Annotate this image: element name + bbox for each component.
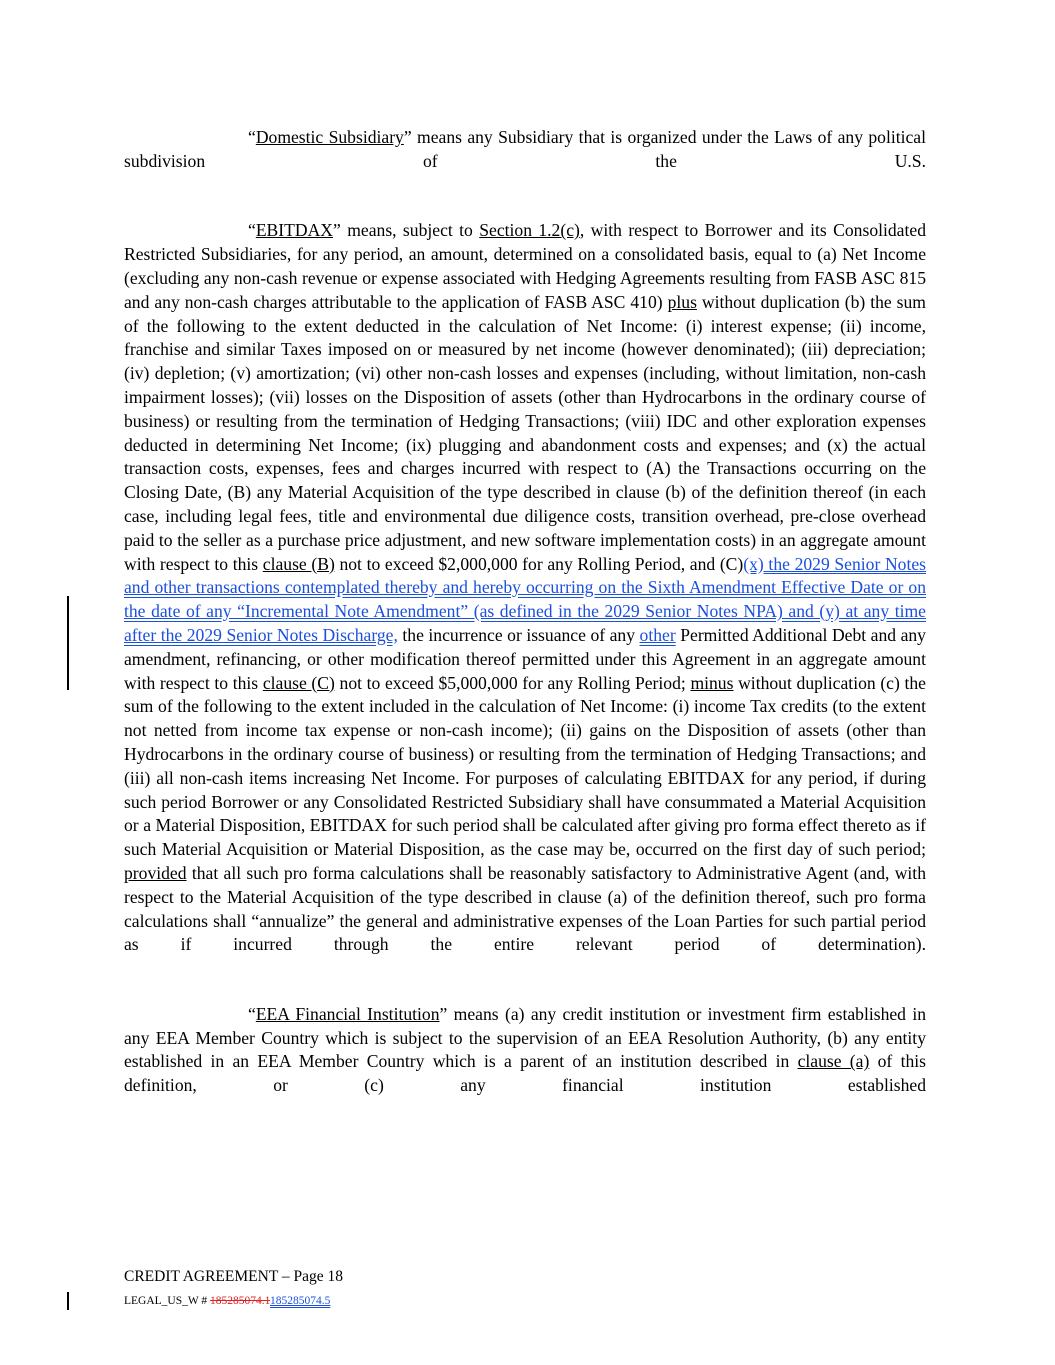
defined-term: EEA Financial Institution	[255, 1003, 440, 1024]
definition-domestic-subsidiary	[124, 126, 926, 197]
inserted-text: (x) the 2029 Senior Notes and other transactions contemplated thereby and hereby occurring on the Sixth Amendment Effective Date or on the date of any “Incremental Note Amendment” (as defined in the 2029 Senior Notes NPA) and (y) at any time after the 2029 Senior Notes Discharge,	[124, 553, 927, 645]
change-bar	[67, 1292, 69, 1310]
document-id	[124, 1293, 343, 1309]
definition-text: without duplication (c) the sum of the following to the extent included in the calculation of Net Income: (i) income Tax credits (to the extent not netted from income tax expense or non-cash income); (ii) gains on the Disposition of assets (other than Hydrocarbons in the ordinary course of business) or resulting from the termination of Hedging Transactions; and (iii) all non-cash items increasing Net Income. For purposes of calculating EBITDAX for any period, if during such period Borrower or any Consolidated Restricted Subsidiary shall have consummated a Material Acquisition or a Material Disposition, EBITDAX for such period shall be calculated after giving pro forma effect thereto as if such Material Acquisition or Material Disposition, as the case may be, occurred on the first day of such period;	[124, 672, 926, 860]
minus-term: minus	[690, 672, 734, 693]
footer-title: CREDIT AGREEMENT – Page 18	[124, 1268, 344, 1285]
clause-c-reference: clause (C)	[262, 672, 335, 693]
definition-ebitdax	[124, 219, 926, 981]
definition-text: that all such pro forma calculations shall be reasonably satisfactory to Administrative Agent (and, with respect to the Material Acquisition of the type described in clause (a) of the definition thereof, such pro forma calculations shall “annualize” the general and administrative expenses of the Loan Parties for such partial period as if incurred through the entire relevant period of determination).	[124, 862, 926, 955]
inserted-doc-id: 185285074.5	[269, 1295, 331, 1307]
plus-term: plus	[667, 291, 697, 312]
defined-term: Domestic Subsidiary	[255, 127, 404, 147]
clause-b-reference: clause (B)	[262, 553, 335, 574]
definition-text: ” means any Subsidiary that is organized under the Laws of any political subdivision of the U.S.	[124, 127, 927, 171]
page-footer	[124, 1267, 343, 1309]
clause-a-reference: clause (a)	[797, 1051, 870, 1072]
definition-text: , with respect to Borrower and its Consolidated Restricted Subsidiaries, for any period, an amount, determined on a consolidated basis, equal to (a) Net Income (excluding any non-cash revenue or expense associated with Hedging Agreements resulting from FASB ASC 815 and any non-cash charges attributable to the application of FASB ASC 410)	[124, 220, 926, 312]
definition-text: without duplication (b) the sum of the following to the extent deducted in the calculation of Net Income: (i) interest expense; (ii) income, franchise and similar Taxes imposed on or measured by net income (however denominated); (iii) depreciation; (iv) depletion; (v) amortization; (vi) other non-cash losses and expenses (including, without limitation, non-cash impairment losses); (vii) losses on the Disposition of assets (other than Hydrocarbons in the ordinary course of business) or resulting from the termination of Hedging Transactions; (viii) IDC and other exploration expenses deducted in determining Net Income; (ix) plugging and abandonment costs and expenses; and (x) the actual transaction costs, expenses, fees and charges incurred with respect to (A) the Transactions occurring on the Closing Date, (B) any Material Acquisition of the type described in clause (b) of the definition thereof (in each case, including legal fees, title and environmental due diligence costs, transition overhead, pre-close overhead paid to the seller as a purchase price adjustment, and new software implementation costs) in an aggregate amount with respect to this	[124, 291, 926, 574]
doc-prefix: LEGAL_US_W #	[124, 1295, 211, 1307]
definition-text: ” means, subject to	[333, 220, 480, 241]
defined-term: EBITDAX	[255, 220, 334, 241]
definition-text: not to exceed $5,000,000 for any Rolling Period;	[334, 672, 691, 693]
definition-text: not to exceed $2,000,000 for any Rolling Period, and (C)	[334, 553, 744, 574]
definition-text: the incurrence or issuance of any	[397, 624, 640, 645]
definition-text: of this definition, or (c) any financial institution established	[124, 1051, 927, 1096]
definition-eea-financial-institution	[124, 1003, 926, 1122]
provided-term: provided	[124, 862, 187, 883]
definition-text: ” means (a) any credit institution or investment firm established in any EEA Member Country which is subject to the supervision of an EEA Resolution Authority, (b) any entity established in an EEA Member Country which is a parent of an institution described in	[124, 1003, 926, 1072]
open-quote: “	[248, 220, 256, 241]
deleted-doc-id: 185285074.1	[210, 1295, 270, 1307]
open-quote: “	[248, 127, 256, 147]
open-quote: “	[248, 1003, 256, 1024]
change-bar	[67, 596, 69, 690]
inserted-text: other	[639, 624, 676, 645]
document-page	[124, 124, 926, 1122]
definition-text: Permitted Additional Debt and any amendment, refinancing, or other modification thereof permitted under this Agreement in an aggregate amount with respect to this	[124, 624, 926, 693]
section-reference: Section 1.2(c)	[479, 220, 580, 241]
